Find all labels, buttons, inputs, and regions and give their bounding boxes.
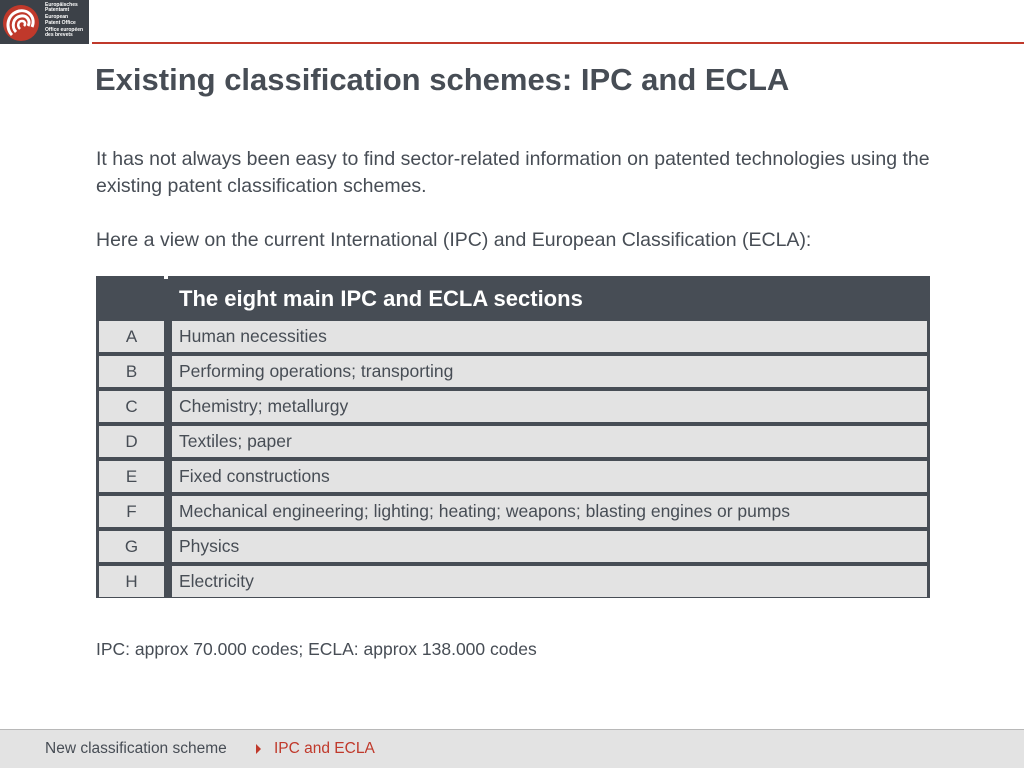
header-divider bbox=[92, 42, 1024, 44]
logo-line: Patentamt bbox=[45, 7, 70, 14]
section-code: B bbox=[99, 356, 164, 387]
classification-paragraph: Here a view on the current International (IPC) and European Classification (ECLA): bbox=[96, 229, 812, 251]
section-label: Textiles; paper bbox=[172, 426, 927, 457]
table-row bbox=[96, 564, 930, 599]
breadcrumb-current: IPC and ECLA bbox=[274, 740, 375, 757]
section-code: C bbox=[99, 391, 164, 422]
logo-line: des brevets bbox=[45, 32, 73, 39]
logo-line: Office européen bbox=[45, 26, 84, 33]
table-row bbox=[96, 529, 930, 564]
section-label: Electricity bbox=[172, 566, 927, 597]
section-code: G bbox=[99, 531, 164, 562]
table-header: The eight main IPC and ECLA sections bbox=[179, 286, 583, 311]
section-code: H bbox=[99, 566, 164, 597]
ipc-sections-table bbox=[96, 276, 930, 598]
epo-logo bbox=[0, 0, 89, 44]
breadcrumb-arrow-icon bbox=[256, 744, 261, 754]
slide-title: Existing classification schemes: IPC and ECLA bbox=[95, 62, 790, 97]
table-header-divider bbox=[164, 276, 168, 279]
table-row bbox=[96, 459, 930, 494]
logo-line: European bbox=[45, 14, 69, 21]
intro-paragraph: It has not always been easy to find sector-related information on patented technologies using the existing patent classification schemes. bbox=[96, 148, 930, 197]
table-row bbox=[96, 494, 930, 529]
section-code: F bbox=[99, 496, 164, 527]
table-row bbox=[96, 319, 930, 354]
table-row bbox=[96, 424, 930, 459]
table-row bbox=[96, 354, 930, 389]
section-code: E bbox=[99, 461, 164, 492]
section-code: D bbox=[99, 426, 164, 457]
table-row bbox=[96, 389, 930, 424]
breadcrumb-section: New classification scheme bbox=[45, 740, 227, 757]
section-label: Physics bbox=[172, 531, 927, 562]
section-label: Chemistry; metallurgy bbox=[172, 391, 927, 422]
section-label: Human necessities bbox=[172, 321, 927, 352]
section-label: Fixed constructions bbox=[172, 461, 927, 492]
footer-bar bbox=[0, 729, 1024, 768]
logo-line: Patent Office bbox=[45, 19, 76, 26]
section-label: Mechanical engineering; lighting; heating; weapons; blasting engines or pumps bbox=[172, 496, 927, 527]
code-count-note: IPC: approx 70.000 codes; ECLA: approx 138.000 codes bbox=[96, 639, 537, 659]
section-code: A bbox=[99, 321, 164, 352]
logo-line: Europäisches bbox=[45, 2, 78, 8]
epo-logo-text bbox=[45, 3, 89, 38]
section-label: Performing operations; transporting bbox=[172, 356, 927, 387]
epo-logo-icon bbox=[2, 2, 40, 42]
